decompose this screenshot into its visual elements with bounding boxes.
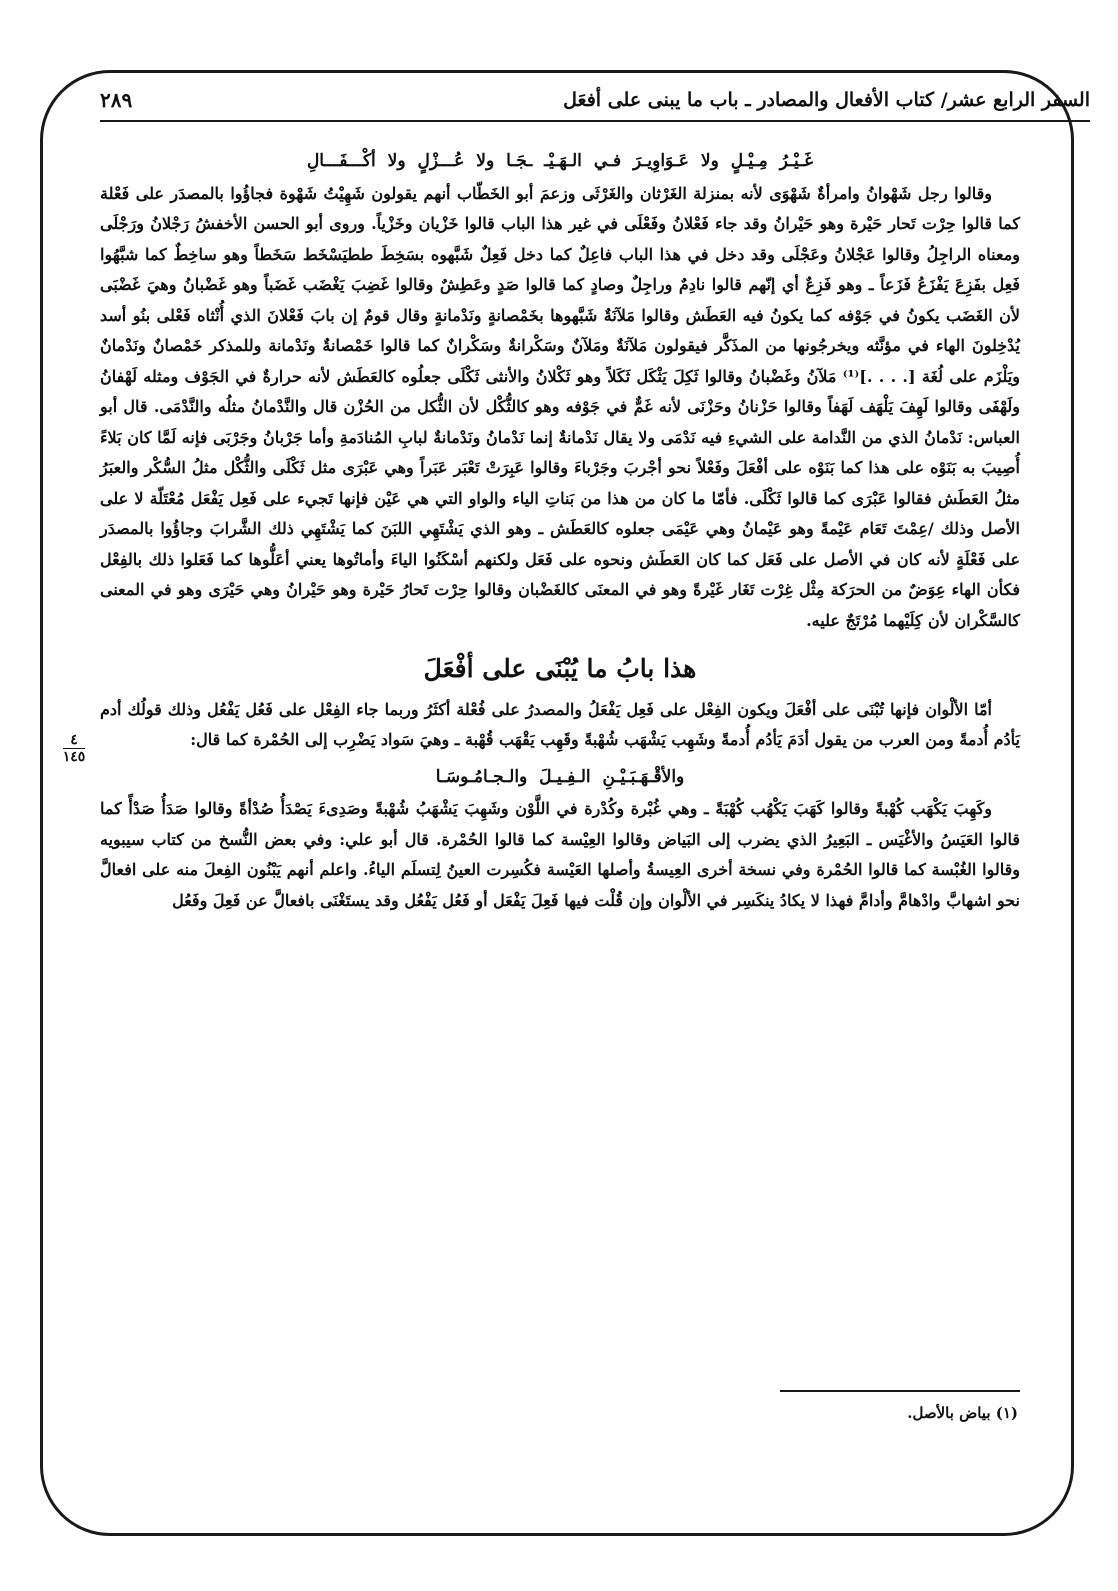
footnote: (١) بياض بالأصل. <box>907 1404 1018 1422</box>
paragraph: وقالوا رجل شَهْوانُ وامرأةٌ شَهْوَى لأنه بمنزلة الغَرْثان والغَرْثَى وزعمَ أبو الخَطّاب أنهم يقولون شَهِيْتُ شَهْوة فجاؤُوا بالمصدَر على فَعْلة كما قالوا حِرْت تَحار حَيْرة وهو حَيْرانُ وقد جاء فَعْلانُ وفَعْلَى في غير هذا الباب قالوا خَزْيان وخَزْياً. وروى أبو الحسن الأخفشُ رَجْلانُ ورَجْلَى ومعناه الراجِلُ وقالوا عَجْلانُ وعَجْلَى وقد دخل في هذا الباب فاعِلٌ كما دخل فَعِلٌ شَبَّهوه بسَخِطَ ططيَسْخَط سَخَطاً وهو ساخِطٌ كما شبَّهُوا فَعِل بفَزِعَ يَفْزَعُ فَزَعاً ـ وهو فَزِعٌ أي إنّهم قالوا نادِمٌ وراجِلٌ وصادٍ كما قالوا صَدٍ وعَطِشٌ وقالوا غَضِبَ يَغْضَب غَضَباً وهو غَضْبانُ وهيَ غَضْبَى لأن الغَضَب يكونُ في جَوْفه كما يكونُ فيه العَطَش وقالوا مَلآنَةٌ شَبَّهوها بخَمْصانةٍ ونَدْمانةٍ وقال قومٌ إن بابَ فَعْلانَ الذي أُنْثاه فَعْلى بنُو أسد يُدْخِلونَ الهاء في مؤنَّثه ويخرجُونها من المذَكَّر فيقولون مَلآنَةٌ ومَلآنٌ وسَكْرانةٌ وسَكْرانٌ كما قالوا خَمْصانةٌ ونَدْمانة وللمذكر خَمْصانٌ ونَدْمانٌ ويَلْزَم على لُغَة [. . . .]⁽¹⁾ مَلآنُ وغَضْبانُ وقالوا ثَكِلَ يَثْكَل ثَكَلاً وهو ثَكْلانُ والأنثى ثَكْلَى جعلُوه كالعَطَش لأنه حرارةٌ في الجَوْف ومثله لَهْفانُ ولَهْفَى وقالوا لَهِفَ يَلْهَف لَهَفاً وقالوا حَزْنانُ وحَزْنَى لأنه غَمٌّ في جَوْفه وهو كالثُّكْل لأن الثُّكل من الحُزْن قال والنَّدْمانُ مثلُه والنَّدْمَى. قال أبو العباس: نَدْمانُ الذي من النَّدامة على الشيءِ فيه نَدْمَى ولا يقال نَدْمانةٌ إنما نَدْمانُ ونَدْمانةٌ لبابِ المُنادَمةِ وأما جَرْبانُ وجَرْبَى فإنه لَمَّا كان بَلاءً أُصِيبَ به بَنَوْه على هذا كما بَنَوْه على أفْعَلَ وفَعْلاً نحو أجْربَ وجَرْباءَ وقالوا عَبِرَتْ تَعْبَر عَبَراً وهي عَبْرَى مثل ثَكْلَى والثُّكْل مثلُ السُّكْر والعبَرُ مثلُ العَطَش فقالوا عَبْرَى كما قالوا ثَكْلَى. فأمّا ما كان من هذا من بَناتِ الياء والواو التي هي عَيْن فإنها تَجيء على فَعِل يَفْعَل مُعْتَلّة لا على الأصل وذلك /عِمْتَ تَعَام عَيْمةً وهو عَيْمانُ وهي عَيْمَى جعلوه كالعَطَش ـ وهو الذي يَشْتَهِي اللبَنَ كما يَشْتَهِي ذلك الشَّرابَ وجاؤُوا بالمصدَر على فَعْلَةٍ لأنه كان في الأصل على فَعَل كما كان العَطَش ونحوه على فَعَل ولكنهم أسْكَنُوا الياءَ وأماتُوها يعني أعَلُّوها كما فَعَلوا ذلك بالفِعْل فكأن الهاء عِوَضٌ من الحرَكة مِثْل غِرْت تَغَار غَيْرةً وهو في المعنَى كالغَضْبان وقالوا حِرْت تَحارُ حَيْرة وهو حَيْرانُ وهي حَيْرَى وهو في المعنى كالسَّكْران لأن كِلَيْهما مُرْتَجٌ عليه. <box>100 183 1021 630</box>
page-number: ٢٨٩ <box>100 88 133 112</box>
page-header <box>100 80 1090 120</box>
margin-note-top: ٤ <box>63 732 85 749</box>
chapter-title: هذا بابُ ما يُبْنَى على أفْعَلَ <box>423 654 697 683</box>
verse: والأقْـهَـبَـيْـنِ الـفِـيـلَ والـجـامُـوسَـا <box>435 766 685 787</box>
main-text <box>100 140 1020 916</box>
margin-note <box>56 732 92 765</box>
running-title: السفر الرابع عشر/ كتاب الأفعال والمصادر ـ باب ما يبنى على أفعَل <box>563 89 1090 111</box>
margin-note-bottom: ١٤٥ <box>62 749 86 765</box>
header-rule <box>100 120 1090 122</box>
verse: غَـيْـرُ مِـيْـلٍ ولا عَـوَاوِيـرَ فـي الـهَـيْـ ـجَـا ولا عُـــزْلٍ ولا أكْـــفَـــالِ <box>306 151 814 171</box>
paragraph: وكَهِبَ يَكْهَب كُهْبةً وقالوا كَهَبَ يَكْهُب كُهْبَةً ـ وهي غُبْرة وكُدْرة في اللَّوْن وشَهِبَ يَشْهَبُ شُهْبةً وصَدِىءَ يَصْدَأُ صُدْأةً وقالوا صَدَأُ صَدْأً كما قالوا العَيَسُ والأغْيَس ـ البَعِيرُ الذي يضرب إلى البَياض وقالوا العِيْسة كما قالوا الحُمْرة. قال أبو علي: وفي بعض النُّسخ من كتاب سيبويه وقالوا الغُبْسة كما قالوا الحُمْرة وفي نسخة أخرى العِيسةُ وأصلها العَيْسة فكُسِرت العينُ لِتسلَم الياءُ. واعلم أنهم يَبْنُون الفِعلَ منه على افعالَّ نحو اشهابَّ وادْهامَّ وأدامَّ فهذا لا يكادُ ينكَسِر في الألْوان وإن قُلْت فيها فَعِلَ يَفْعَل أو فَعُل يَفْعُل وقد يستَغْنَى بافعالَّ عن فَعِلَ وفَعُل <box>100 799 1020 910</box>
footnote-rule <box>780 1390 1020 1392</box>
paragraph: أمّا الألْوان فإنها تُبْنَى على أفْعَلَ ويكون الفِعْل على فَعِل يَفْعَلُ والمصدرُ على فُعْلة أكثَرُ وربما جاء الفِعْل على فَعُل يَفْعُل وذلك قولُك أدم يَأدُم أُدمةً ومن العرب من يقول أدَمَ يَأدُم أُدمةً وشَهِب يَشْهَب شُهْبةً وقَهِب يَقْهَب قُهْبة ـ وهيَ سَواد يَضْرِب إلى الحُمْرة كما قال: <box>100 699 1020 749</box>
